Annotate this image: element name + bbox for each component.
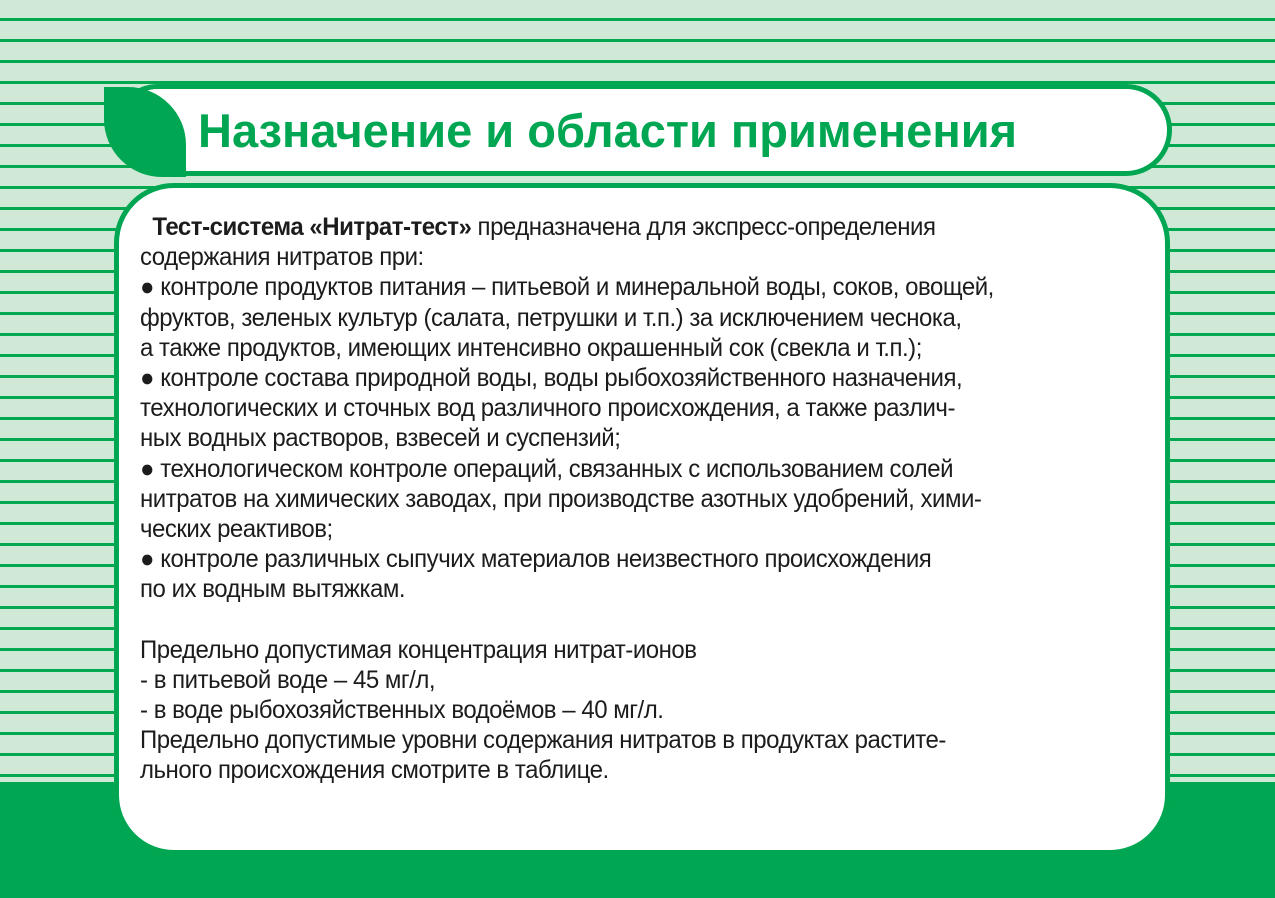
body-line: нитратов на химических заводах, при производстве азотных удобрений, хими- <box>140 484 982 513</box>
body-line: содержания нитратов при: <box>140 243 424 272</box>
body-line: фруктов, зеленых культур (салата, петрушки и т.п.) за исключением чеснока, <box>140 303 962 332</box>
bullet-line: ● контроле различных сыпучих материалов неизвестного происхождения <box>140 545 932 574</box>
limits-note: Предельно допустимые уровни содержания нитратов в продуктах растите- <box>140 726 946 755</box>
product-name: Тест-система «Нитрат-тест» <box>152 213 472 241</box>
bullet-line: ● контроле состава природной воды, воды рыбохозяйственного назначения, <box>140 364 963 393</box>
page-title: Назначение и области применения <box>198 104 1018 157</box>
limits-heading: Предельно допустимая концентрация нитрат-ионов <box>140 635 697 664</box>
body-line: по их водным вытяжкам. <box>140 575 406 604</box>
body-line: ных водных растворов, взвесей и суспензий; <box>140 424 621 453</box>
bullet-line: ● контроле продуктов питания – питьевой и минеральной воды, соков, овощей, <box>140 273 994 302</box>
body-line: а также продуктов, имеющих интенсивно окрашенный сок (свекла и т.п.); <box>140 333 922 362</box>
limits-note: льного происхождения смотрите в таблице. <box>140 756 609 785</box>
body-line: ческих реактивов; <box>140 515 333 544</box>
limit-item: - в воде рыбохозяйственных водоёмов – 40 мг/л. <box>140 696 664 725</box>
intro-line <box>140 212 1119 242</box>
bullet-line: ● технологическом контроле операций, связанных с использованием солей <box>140 454 953 483</box>
limit-item: - в питьевой воде – 45 мг/л, <box>140 665 436 694</box>
body-line: технологических и сточных вод различного происхождения, а также различ- <box>140 394 955 423</box>
spacer <box>140 605 1119 635</box>
intro-rest: предназначена для экспресс-определения <box>471 213 936 241</box>
content-text <box>140 212 1119 786</box>
